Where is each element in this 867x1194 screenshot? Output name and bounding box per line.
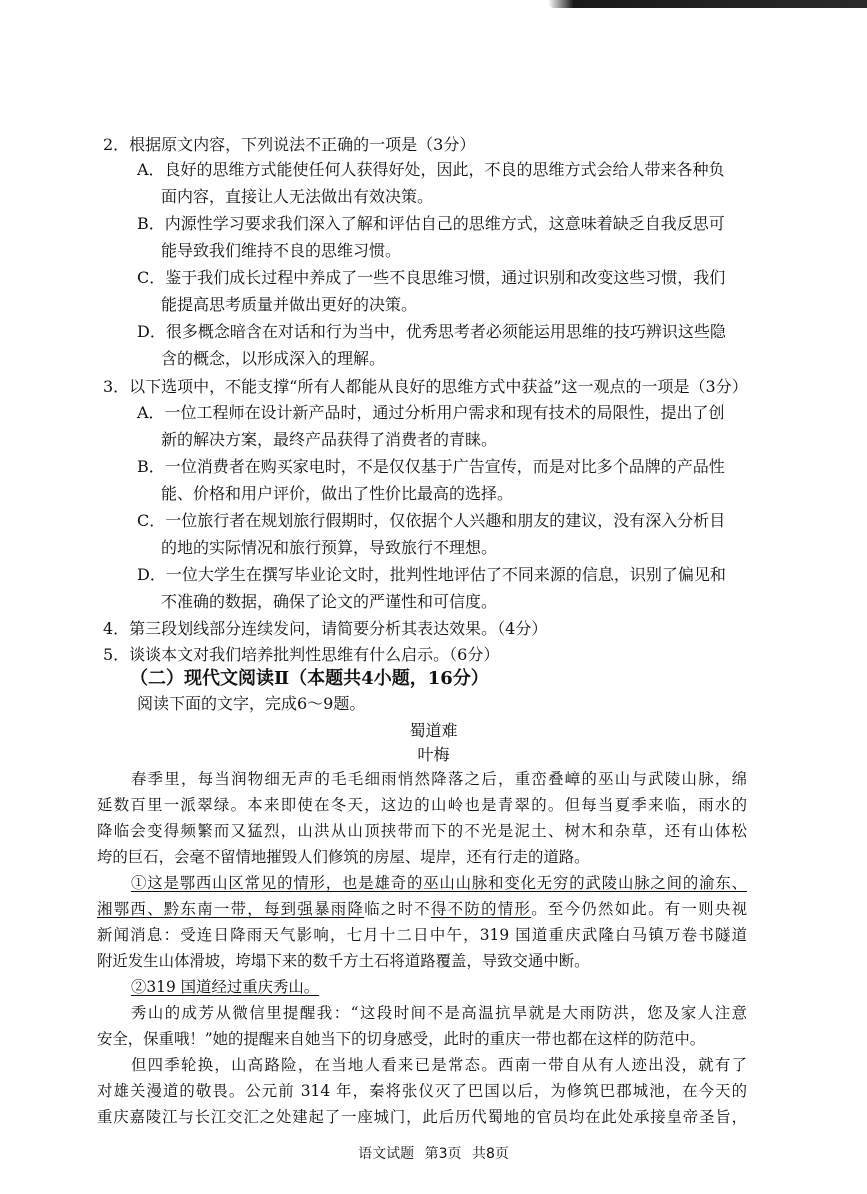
q3-option-b-line1: B．一位消费者在购买家电时，不是仅仅基于广告宣传，而是对比多个品牌的产品性 [137, 457, 725, 476]
paragraph-2-line-1 [97, 870, 747, 896]
q2-option-a-line1: A．良好的思维方式能使任何人获得好处，因此，不良的思维方式会给人带来各种负 [137, 160, 725, 179]
section-heading: （二）现代文阅读Ⅱ（本题共4小题，16分） [130, 668, 489, 689]
article-author: 叶梅 [417, 745, 450, 764]
question-3-stem: 3．以下选项中，不能支撑“所有人都能从良好的思维方式中获益”这一观点的一项是（3分） [103, 377, 748, 396]
article-body [97, 766, 747, 1130]
question-4: 4．第三段划线部分连续发问，请简要分析其表达效果。（4分） [103, 619, 548, 638]
paragraph-2-text: 临之时不 [364, 900, 431, 918]
q3-option-a-line1: A．一位工程师在设计新产品时，通过分析用户需求和现有技术的局限性，提出了创 [137, 403, 725, 422]
paragraph-5-line-2: 对雄关漫道的敬畏。公元前 314 年，秦将张仪灭了巴国以后，为修筑巴郡城池，在今天的 [97, 1082, 747, 1100]
paragraph-4-line-2: 安全，保重哦！”她的提醒来自她当下的切身感受，此时的重庆一带也都在这样的防范中。 [97, 1030, 706, 1048]
paragraph-1-line-4: 垮的巨石，会毫不留情地摧毁人们修筑的房屋、堤岸，还有行走的道路。 [97, 848, 590, 866]
underlined-passage: 湘鄂西、黔东南一带，每到强暴雨降 [97, 900, 365, 918]
question-2-options [137, 156, 777, 372]
q3-option-a-line2: 新的解决方案，最终产品获得了消费者的青睐。 [161, 430, 498, 449]
q2-option-b-line1: B．内源性学习要求我们深入了解和评估自己的思维方式，这意味着缺乏自我反思可 [137, 214, 725, 233]
q3-option-c-line1: C．一位旅行者在规划旅行假期时，仅依据个人兴趣和朋友的建议，没有深入分析目 [137, 511, 726, 530]
q3-option-d-line1: D．一位大学生在撰写毕业论文时，批判性地评估了不同来源的信息，识别了偏见和 [137, 565, 726, 584]
article-title: 蜀道难 [409, 721, 458, 740]
paragraph-2-line-4: 附近发生山体滑坡，垮塌下来的数千方土石将道路覆盖，导致交通中断。 [97, 952, 590, 970]
underlined-passage: 得不防的情形 [430, 900, 532, 918]
paragraph-1-line-2: 延数百里一派翠绿。本来即使在冬天，这边的山岭也是青翠的。但每当夏季来临，雨水的 [97, 796, 747, 814]
q3-option-b-line2: 能、价格和用户评价，做出了性价比最高的选择。 [161, 484, 514, 503]
question-3-options [137, 399, 777, 615]
q2-option-c-line1: C．鉴于我们成长过程中养成了一些不良思维习惯，通过识别和改变这些习惯，我们 [137, 268, 726, 287]
q2-option-b-line2: 能导致我们维持不良的思维习惯。 [161, 241, 402, 260]
q2-option-d-line2: 含的概念，以形成深入的理解。 [161, 349, 386, 368]
q3-option-d-line2: 不准确的数据，确保了论文的严谨性和可信度。 [161, 592, 498, 611]
question-2-stem: 2．根据原文内容，下列说法不正确的一项是（3分） [103, 135, 476, 154]
page-footer: 语文试题 第3页 共8页 [358, 1146, 509, 1162]
paragraph-2-text: 。至今仍然如此。有一则央视 [531, 900, 747, 918]
section-instruction: 阅读下面的文字，完成6～9题。 [137, 694, 366, 713]
q2-option-c-line2: 能提高思考质量并做出更好的决策。 [161, 295, 418, 314]
paragraph-5-line-3: 重庆嘉陵江与长江交汇之处建起了一座城门，此后历代蜀地的官员均在此处承接皇帝圣旨， [97, 1108, 747, 1126]
paragraph-1-line-1: 春季里，每当润物细无声的毛毛细雨悄然降落之后，重峦叠嶂的巫山与武陵山脉，绵 [131, 770, 747, 788]
paragraph-3 [97, 974, 747, 1000]
paragraph-1-line-3: 降临会变得频繁而又猛烈，山洪从山顶挟带而下的不光是泥土、树木和杂草，还有山体松 [97, 822, 747, 840]
paragraph-5-line-1: 但四季轮换，山高路险，在当地人看来已是常态。西南一带自从有人迹出没，就有了 [131, 1056, 747, 1074]
q2-option-d-line1: D．很多概念暗含在对话和行为当中，优秀思考者必须能运用思维的技巧辨识这些隐 [137, 322, 726, 341]
paragraph-2-line-3: 新闻消息：受连日降雨天气影响，七月十二日中午，319 国道重庆武隆白马镇万卷书隧道 [97, 926, 747, 944]
underlined-passage: ②319 国道经过重庆秀山。 [131, 978, 320, 996]
paragraph-2-line-2 [97, 896, 747, 922]
paragraph-4-line-1: 秀山的成芳从微信里提醒我：“这段时间不是高温抗旱就是大雨防洪，您及家人注意 [131, 1004, 747, 1022]
q3-option-c-line2: 的地的实际情况和旅行预算，导致旅行不理想。 [161, 538, 498, 557]
underlined-passage: ①这是鄂西山区常见的情形，也是雄奇的巫山山脉和变化无穷的武陵山脉之间的渝东、 [131, 874, 747, 892]
question-5: 5．谈谈本文对我们培养批判性思维有什么启示。（6分） [103, 645, 500, 664]
q2-option-a-line2: 面内容，直接让人无法做出有效决策。 [161, 187, 434, 206]
